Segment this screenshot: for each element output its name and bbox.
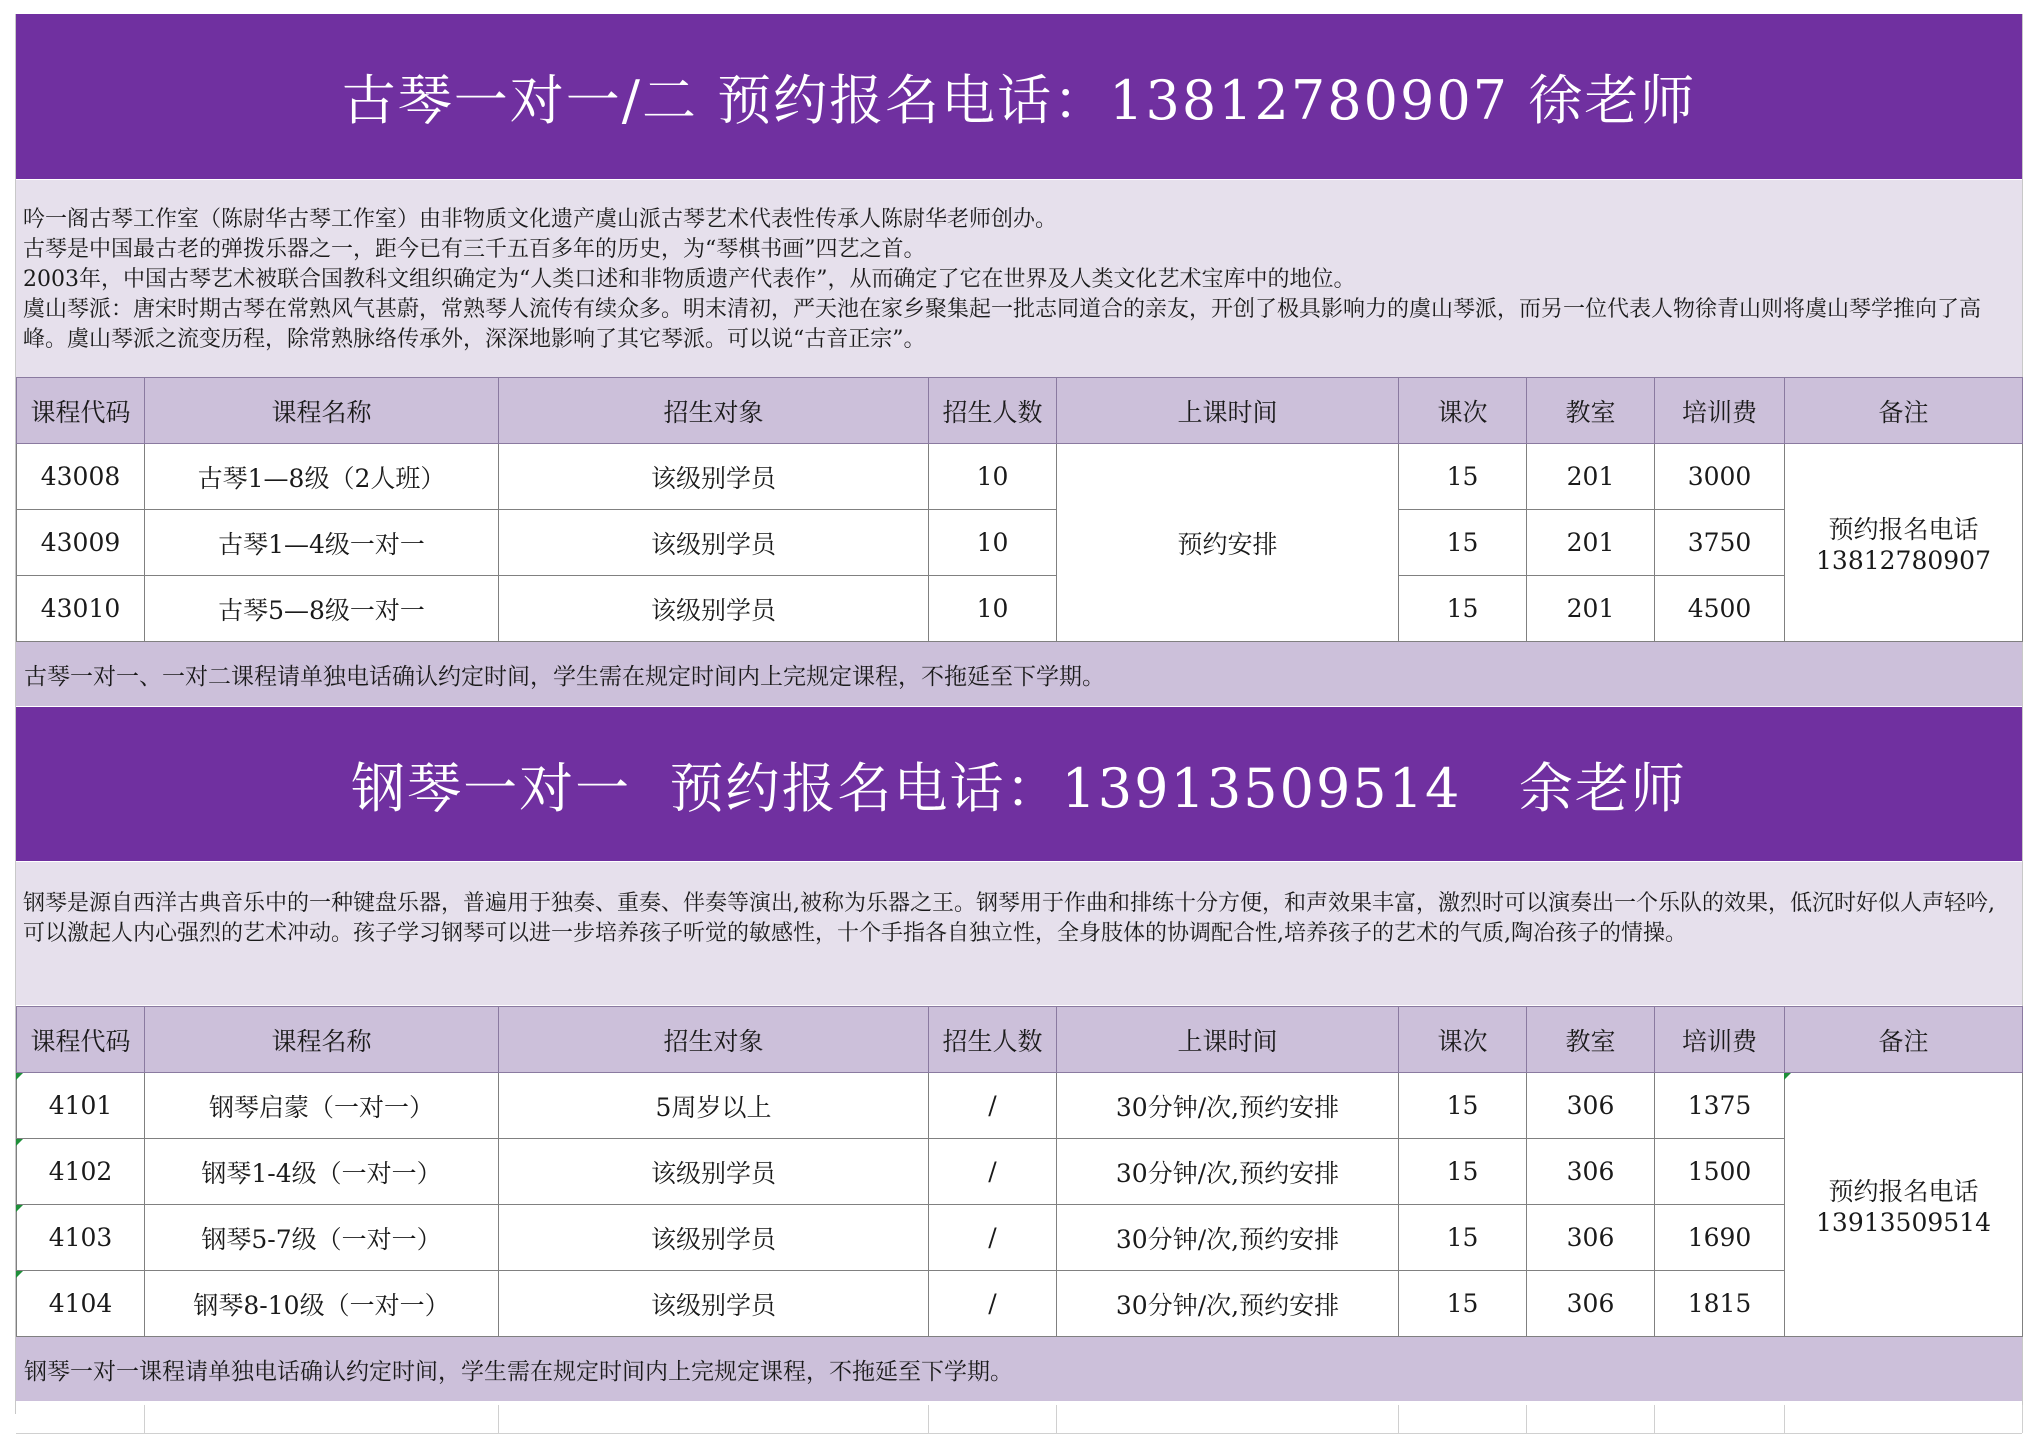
guqin-intro-line: 古琴是中国最古老的弹拨乐器之一，距今已有三千五百多年的历史，为“琴棋书画”四艺之首。 [23,237,926,262]
header-count[interactable]: 招生人数 [929,1007,1057,1073]
cell-room[interactable]: 306 [1527,1271,1655,1337]
cell-code[interactable]: 4103 [17,1205,145,1271]
remark-label: 预约报名电话 [1828,1177,1979,1206]
cell-code[interactable]: 43009 [17,510,145,576]
header-target[interactable]: 招生对象 [499,378,929,444]
header-remark[interactable]: 备注 [1785,1007,2023,1073]
header-code[interactable]: 课程代码 [17,378,145,444]
remark-phone: 13913509514 [1816,1208,1991,1237]
cell-fee[interactable]: 1815 [1655,1271,1785,1337]
cell-remark-merged[interactable] [1785,1073,2023,1337]
guqin-banner-text: 古琴一对一/二 预约报名电话：13812780907 徐老师 [341,69,1697,132]
piano-intro-text: 钢琴是源自西洋古典音乐中的一种键盘乐器，普遍用于独奏、重奏、伴奏等演出,被称为乐器之王。钢琴用于作曲和排练十分方便，和声效果丰富，激烈时可以演奏出一个乐队的效果，低沉时好似人声轻吟,可以激起人内心强烈的艺术冲动。孩子学习钢琴可以进一步培养孩子听觉的敏感性，十个手指各自独立性，全身肢体的协调配合性,培养孩子的艺术的气质,陶冶孩子的情操。 [23,891,1995,946]
cell-error-indicator-icon [16,1139,23,1146]
guqin-banner[interactable] [16,14,2022,179]
cell-time[interactable]: 30分钟/次,预约安排 [1057,1139,1399,1205]
cell-lessons[interactable]: 15 [1399,444,1527,510]
table-header-row [17,1007,2023,1073]
cell-count[interactable]: / [929,1139,1057,1205]
header-time[interactable]: 上课时间 [1057,378,1399,444]
cell-room[interactable]: 201 [1527,444,1655,510]
header-room[interactable]: 教室 [1527,378,1655,444]
cell-lessons[interactable]: 15 [1399,1073,1527,1139]
cell-target[interactable]: 该级别学员 [499,1139,929,1205]
empty-cell[interactable] [928,1405,1057,1433]
empty-cell[interactable] [1784,1405,2023,1433]
guqin-intro-line: 虞山琴派：唐宋时期古琴在常熟风气甚蔚，常熟琴人流传有续众多。明末清初，严天池在家乡聚集起一批志同道合的亲友，开创了极具影响力的虞山琴派，而另一位代表人物徐青山则将虞山琴学推向了高峰。虞山琴派之流变历程，除常熟脉络传承外，深深地影响了其它琴派。可以说“古音正宗”。 [23,297,1982,352]
header-name[interactable]: 课程名称 [145,1007,499,1073]
cell-target[interactable]: 该级别学员 [499,444,929,510]
header-fee[interactable]: 培训费 [1655,1007,1785,1073]
header-lessons[interactable]: 课次 [1399,378,1527,444]
cell-fee[interactable]: 1375 [1655,1073,1785,1139]
cell-count[interactable]: 10 [929,510,1057,576]
cell-fee[interactable]: 3750 [1655,510,1785,576]
cell-count[interactable]: 10 [929,576,1057,642]
cell-room[interactable]: 201 [1527,510,1655,576]
table-row [17,510,2023,576]
empty-cell[interactable] [144,1405,499,1433]
cell-name[interactable]: 古琴1—4级一对一 [145,510,499,576]
cell-error-indicator-icon [1784,1073,1791,1080]
table-row [17,1205,2023,1271]
cell-time[interactable]: 30分钟/次,预约安排 [1057,1271,1399,1337]
header-remark[interactable]: 备注 [1785,378,2023,444]
table-header-row [17,378,2023,444]
cell-fee[interactable]: 1500 [1655,1139,1785,1205]
cell-lessons[interactable]: 15 [1399,1205,1527,1271]
guqin-note[interactable] [16,642,2022,706]
cell-lessons[interactable]: 15 [1399,1271,1527,1337]
empty-cell[interactable] [1526,1405,1655,1433]
cell-name[interactable]: 钢琴启蒙（一对一） [145,1073,499,1139]
empty-cell[interactable] [1398,1405,1527,1433]
piano-note[interactable] [16,1337,2022,1401]
header-name[interactable]: 课程名称 [145,378,499,444]
header-time[interactable]: 上课时间 [1057,1007,1399,1073]
cell-lessons[interactable]: 15 [1399,576,1527,642]
cell-code[interactable]: 4101 [17,1073,145,1139]
table-row [17,1271,2023,1337]
cell-count[interactable]: / [929,1205,1057,1271]
cell-fee[interactable]: 3000 [1655,444,1785,510]
cell-code[interactable]: 4104 [17,1271,145,1337]
guqin-intro[interactable] [16,180,2022,377]
empty-cell[interactable] [16,1405,145,1433]
guqin-course-table [16,377,2023,642]
cell-code[interactable]: 4102 [17,1139,145,1205]
piano-course-table [16,1006,2023,1337]
empty-cell[interactable] [498,1405,929,1433]
cell-count[interactable]: 10 [929,444,1057,510]
remark-phone: 13812780907 [1816,546,1991,575]
empty-cell[interactable] [1056,1405,1399,1433]
cell-room[interactable]: 306 [1527,1205,1655,1271]
cell-target[interactable]: 该级别学员 [499,576,929,642]
guqin-intro-line: 吟一阁古琴工作室（陈尉华古琴工作室）由非物质文化遗产虞山派古琴艺术代表性传承人陈尉华老师创办。 [23,207,1058,232]
empty-row[interactable] [16,1405,2022,1434]
cell-room[interactable]: 201 [1527,576,1655,642]
cell-fee[interactable]: 4500 [1655,576,1785,642]
table-row [17,1073,2023,1139]
cell-code[interactable]: 43008 [17,444,145,510]
piano-note-text: 钢琴一对一课程请单独电话确认约定时间，学生需在规定时间内上完规定课程，不拖延至下学期。 [24,1358,1013,1385]
cell-lessons[interactable]: 15 [1399,1139,1527,1205]
piano-banner[interactable] [16,707,2022,861]
guqin-intro-line: 2003年，中国古琴艺术被联合国教科文组织确定为“人类口述和非物质遗产代表作”，从而确定了它在世界及人类文化艺术宝库中的地位。 [23,267,1356,292]
cell-error-indicator-icon [16,1271,23,1278]
table-row [17,444,2023,510]
table-row [17,1139,2023,1205]
piano-intro[interactable] [16,862,2022,1005]
table-row [17,576,2023,642]
header-fee[interactable]: 培训费 [1655,378,1785,444]
cell-code[interactable]: 43010 [17,576,145,642]
cell-error-indicator-icon [16,1073,23,1080]
cell-target[interactable]: 该级别学员 [499,1205,929,1271]
remark-label: 预约报名电话 [1828,515,1979,544]
cell-target[interactable]: 5周岁以上 [499,1073,929,1139]
empty-cell[interactable] [1654,1405,1785,1433]
cell-room[interactable]: 306 [1527,1073,1655,1139]
header-lessons[interactable]: 课次 [1399,1007,1527,1073]
cell-time[interactable]: 30分钟/次,预约安排 [1057,1073,1399,1139]
cell-name[interactable]: 钢琴8-10级（一对一） [145,1271,499,1337]
header-room[interactable]: 教室 [1527,1007,1655,1073]
cell-lessons[interactable]: 15 [1399,510,1527,576]
cell-target[interactable]: 该级别学员 [499,510,929,576]
header-code[interactable]: 课程代码 [17,1007,145,1073]
cell-fee[interactable]: 1690 [1655,1205,1785,1271]
header-count[interactable]: 招生人数 [929,378,1057,444]
cell-name[interactable]: 钢琴5-7级（一对一） [145,1205,499,1271]
header-target[interactable]: 招生对象 [499,1007,929,1073]
cell-name[interactable]: 古琴1—8级（2人班） [145,444,499,510]
cell-target[interactable]: 该级别学员 [499,1271,929,1337]
cell-time[interactable]: 30分钟/次,预约安排 [1057,1205,1399,1271]
cell-remark-merged[interactable] [1785,444,2023,642]
cell-room[interactable]: 306 [1527,1139,1655,1205]
cell-schedule-merged[interactable]: 预约安排 [1057,444,1399,642]
piano-banner-text: 钢琴一对一 预约报名电话：13913509514 余老师 [351,756,1687,820]
cell-name[interactable]: 古琴5—8级一对一 [145,576,499,642]
cell-count[interactable]: / [929,1073,1057,1139]
cell-error-indicator-icon [16,1205,23,1212]
cell-count[interactable]: / [929,1271,1057,1337]
cell-name[interactable]: 钢琴1-4级（一对一） [145,1139,499,1205]
guqin-note-text: 古琴一对一、一对二课程请单独电话确认约定时间，学生需在规定时间内上完规定课程，不拖延至下学期。 [24,663,1105,690]
